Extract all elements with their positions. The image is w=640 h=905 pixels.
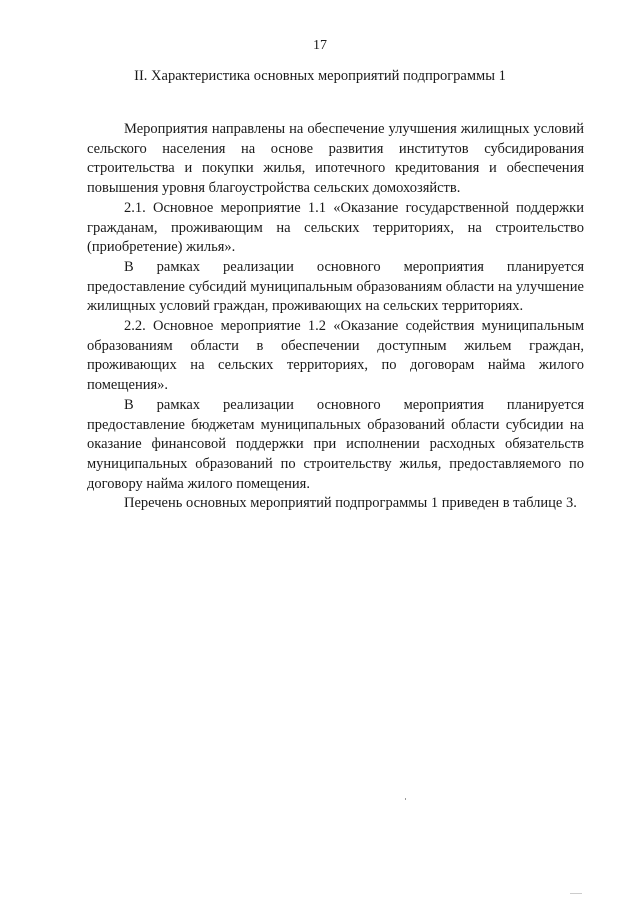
paragraph-intro: Мероприятия направлены на обеспечение улучшения жилищных условий сельского населения на основе развития институтов субсидирования строительства и покупки жилья, ипотечного кредитования и обеспечения повышения уровня благоустройства сельских домохозяйств. [87,121,584,197]
page-number: 17 [313,38,327,53]
section-title: II. Характеристика основных мероприятий подпрограммы 1 [134,68,506,84]
paragraph-measure-1-2-details: В рамках реализации основного мероприятия планируется предоставление бюджетам муниципальных образований области субсидии на оказание финансовой поддержки при исполнении расходных обязательств муниципальных образований по строительству жилья, предоставляемого по договору найма жилого помещения. [87,396,584,492]
scan-speck [405,798,406,800]
paragraph-measure-1-1-details: В рамках реализации основного мероприятия планируется предоставление субсидий муниципальным образованиям области на улучшение жилищных условий граждан, проживающих на сельских территориях. [87,258,584,315]
paragraph-table-reference: Перечень основных мероприятий подпрограммы 1 приведен в таблице 3. [124,495,577,512]
body-text [87,120,584,514]
paragraph-measure-1-2: 2.2. Основное мероприятие 1.2 «Оказание содействия муниципальным образованиям области в обеспечении доступным жильем граждан, проживающих на сельских территориях, по договорам найма жилого помещения». [87,318,584,394]
paragraph-measure-1-1: 2.1. Основное мероприятие 1.1 «Оказание государственной поддержки гражданам, проживающим на сельских территориях, на строительство (приобретение) жилья». [87,199,584,256]
scan-speck [570,893,582,894]
